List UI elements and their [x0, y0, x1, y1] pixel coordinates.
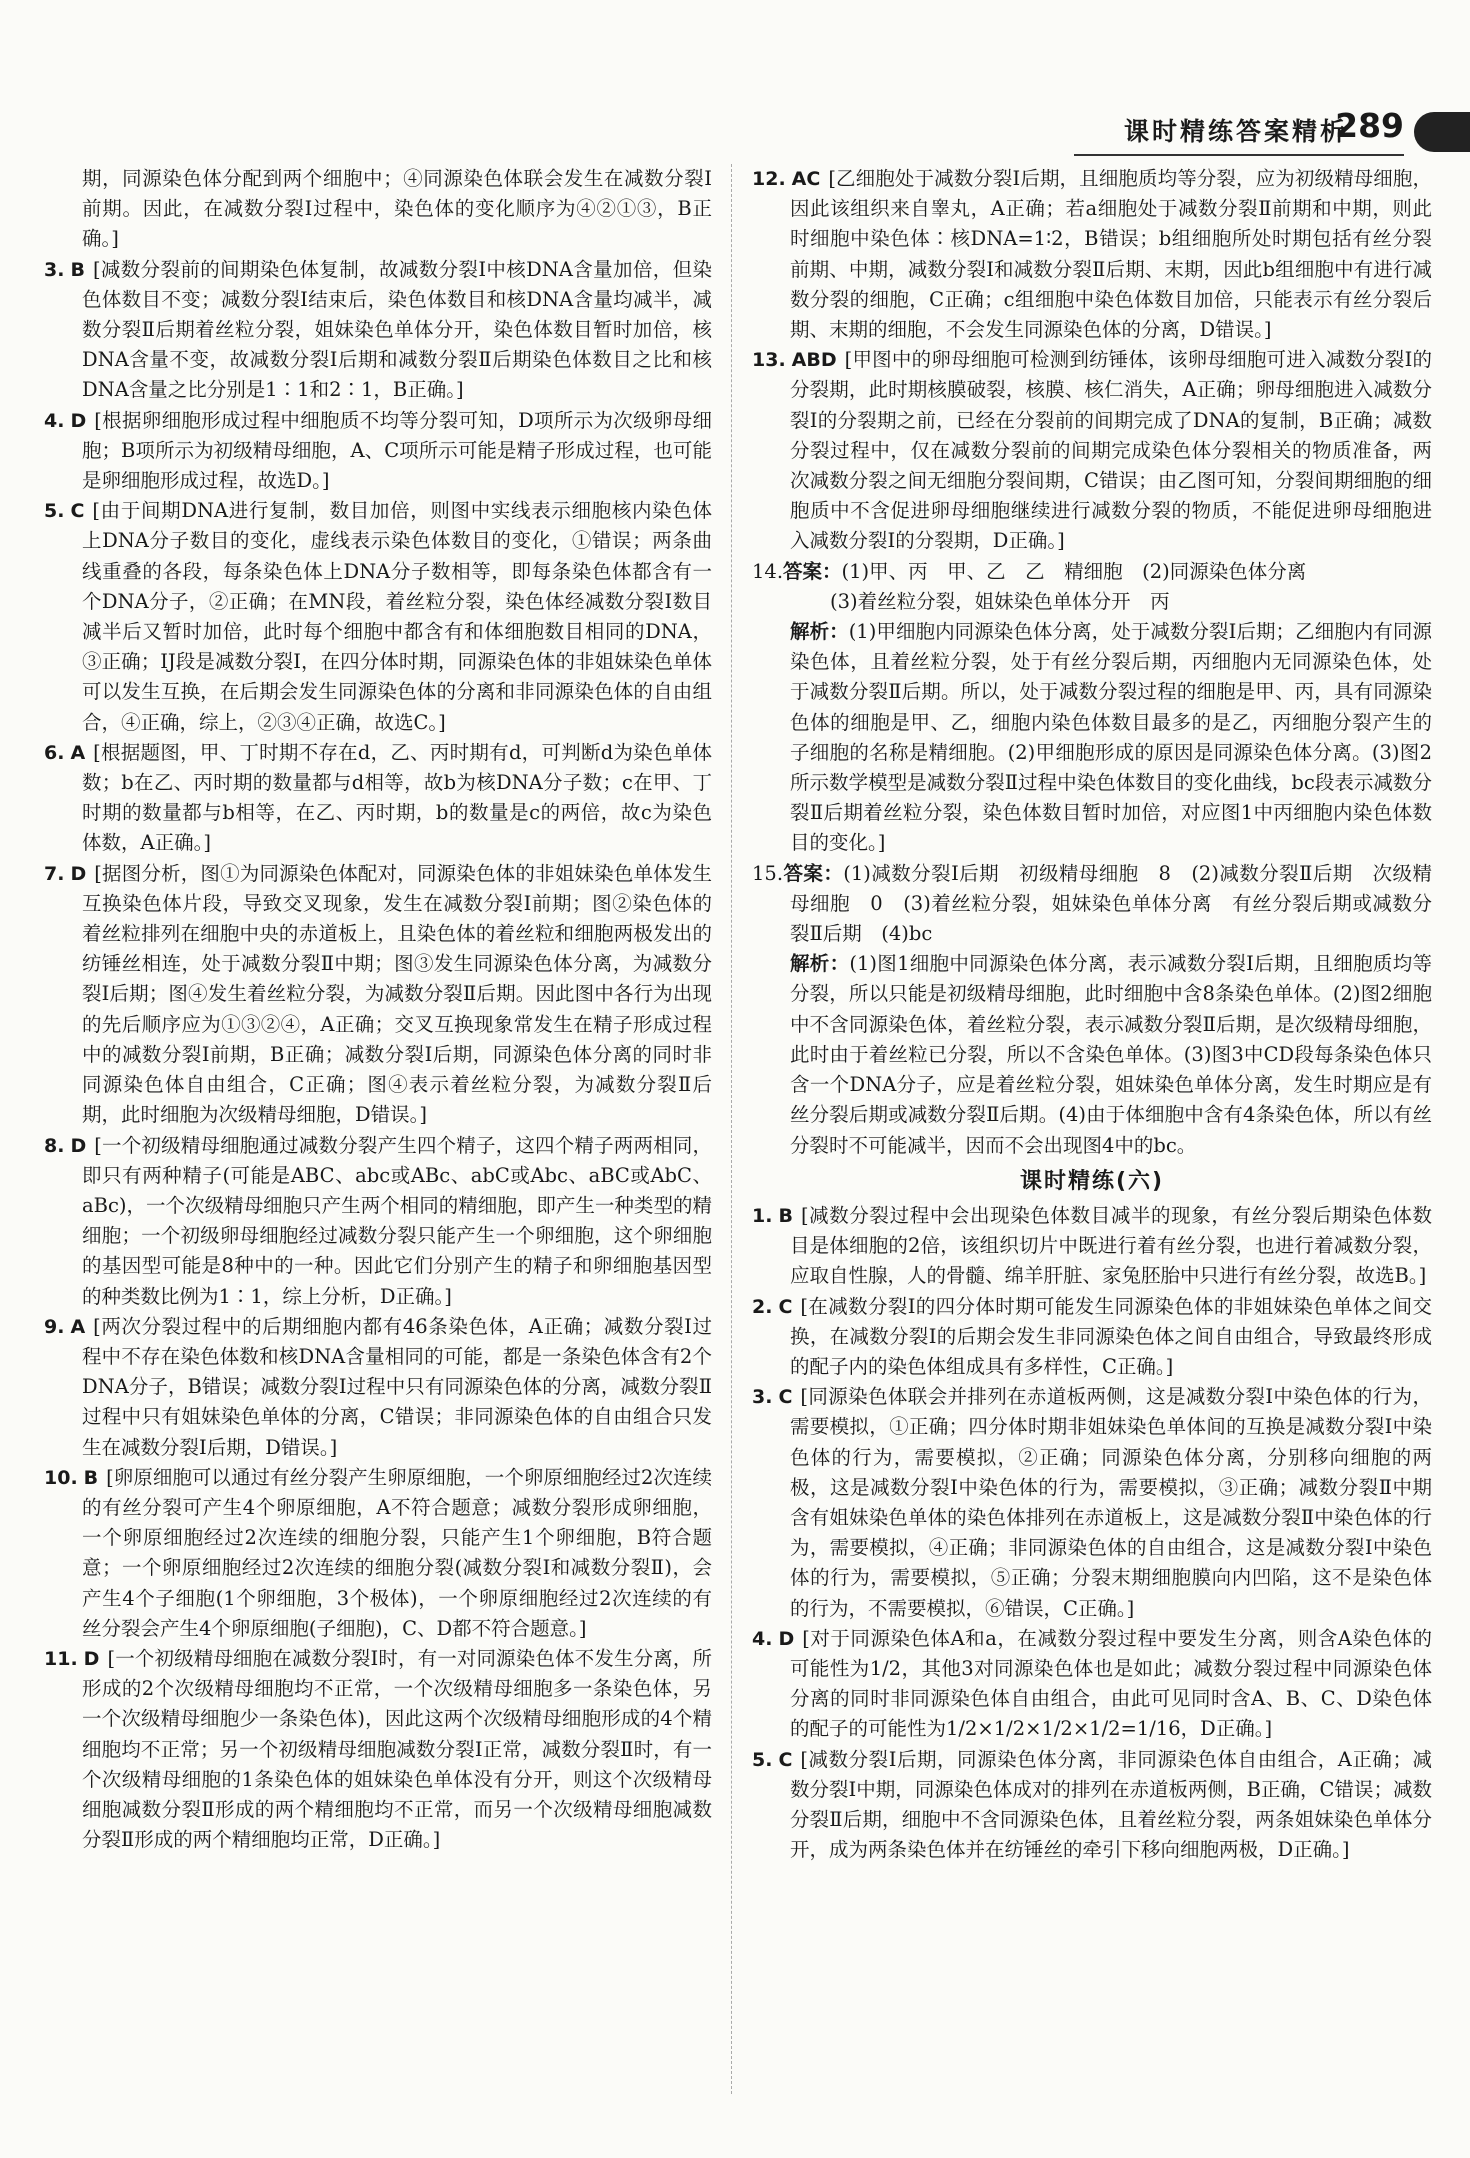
left-column [44, 164, 712, 1855]
answer-item [752, 164, 1432, 345]
answer-letter: D [70, 862, 87, 885]
question-number: 6. [44, 741, 65, 764]
question-number: 4. [44, 409, 65, 432]
answer-letter: AC [791, 168, 821, 190]
header-title: 课时精练答案精析 [1123, 117, 1348, 146]
question-number: 11. [44, 1647, 78, 1670]
answer-item [752, 1382, 1432, 1624]
answer-item [44, 255, 712, 406]
header-rule [1074, 154, 1404, 156]
question-number: 14. [752, 559, 784, 583]
column-divider [731, 164, 732, 2094]
explanation-text: [乙细胞处于减数分裂Ⅰ后期，且细胞质均等分裂，应为初级精母细胞，因此该组织来自睾丸，A正确；若a细胞处于减数分裂Ⅱ前期和中期，则此时细胞中染色体∶核DNA=1∶2，B错误；b组细胞所处时期包括有丝分裂前期、中期，减数分裂Ⅰ和减数分裂Ⅱ后期、末期，因此b组细胞中有进行减数分裂的细胞，C正确；c组细胞中染色体数目加倍，只能表示有丝分裂后期、末期的细胞，不会发生同源染色体的分离，D错误。] [790, 167, 1432, 342]
explanation-text: [卵原细胞可以通过有丝分裂产生卵原细胞，一个卵原细胞经过2次连续的有丝分裂可产生4个卵原细胞，A不符合题意；减数分裂形成卵细胞，一个卵原细胞经过2次连续的细胞分裂，只能产生1个卵细胞，B符合题意；一个卵原细胞经过2次连续的细胞分裂(减数分裂Ⅰ和减数分裂Ⅱ)，会产生4个子细胞(1个卵细胞，3个极体)，一个卵原细胞经过2次连续的有丝分裂会产生4个卵原细胞(子细胞)，C、D都不符合题意。] [82, 1465, 712, 1640]
explanation-text: [减数分裂过程中会出现染色体数目减半的现象，有丝分裂后期染色体数目是体细胞的2倍，该组织切片中既进行着有丝分裂，也进行着减数分裂，应取自性腺，人的骨髓、绵羊肝脏、家兔胚胎中只进行有丝分裂，故选B。] [790, 1203, 1432, 1288]
section-title: 课时精练(六) [1019, 1168, 1165, 1194]
explanation-text: [根据题图，甲、丁时期不存在d，乙、丙时期有d，可判断d为染色单体数；b在乙、丙时期的数量都与d相等，故b为核DNA分子数；c在甲、丁时期的数量都与b相等，在乙、丙时期，b的数量是c的两倍，故c为染色体数，A正确。] [82, 740, 712, 855]
question-number: 4. [752, 1627, 773, 1650]
explanation-text: [对于同源染色体A和a，在减数分裂过程中要发生分离，则含A染色体的可能性为1/2，其他3对同源染色体也是如此；减数分裂过程中同源染色体分离的同时非同源染色体自由组合，由此可见同时含A、B、C、D染色体的配子的可能性为1/2×1/2×1/2×1/2=1/16，D正确。] [790, 1626, 1432, 1741]
question-number: 13. [752, 349, 786, 372]
answer-item [752, 1292, 1432, 1383]
answer-letter: C [70, 500, 85, 523]
question-number: 10. [44, 1466, 78, 1489]
explanation-text: [在减数分裂Ⅰ的四分体时期可能发生同源染色体的非姐妹染色单体之间交换，在减数分裂Ⅰ的后期会发生非同源染色体之间自由组合，导致最终形成的配子内的染色体组成具有多样性，C正确。] [790, 1294, 1432, 1378]
question-number: 2. [752, 1295, 773, 1318]
question-15 [752, 859, 1432, 1161]
explanation-text: [由于间期DNA进行复制，数目加倍，则图中实线表示细胞核内染色体上DNA分子数目的变化，虚线表示染色体数目的变化，①错误；两条曲线重叠的各段，每条染色体上DNA分子数相等，即每条染色体都含有一个DNA分子，②正确；在MN段，着丝粒分裂，染色体经减数分裂Ⅰ数目减半后又暂时加倍，此时每个细胞中都含有和体细胞数目相同的DNA，③正确；IJ段是减数分裂Ⅰ，在四分体时期，同源染色体的非姐妹染色单体可以发生互换，在后期会发生同源染色体的分离和非同源染色体的自由组合，④正确，综上，②③④正确，故选C。] [82, 499, 712, 734]
answer-letter: B [70, 258, 85, 281]
answer-item [752, 345, 1432, 556]
answer-letter: D [70, 1134, 87, 1157]
answer-letter: A [70, 1315, 86, 1338]
answer-letter: C [778, 1386, 793, 1409]
question-number: 12. [752, 168, 786, 190]
answer-item [44, 406, 712, 497]
explanation-text: [据图分析，图①为同源染色体配对，同源染色体的非姐妹染色单体发生互换染色体片段，导致交叉现象，发生在减数分裂Ⅰ前期；图②染色体的着丝粒排列在细胞中央的赤道板上，且染色体的着丝粒和细胞两极发出的纺锤丝相连，处于减数分裂Ⅱ中期；图③发生同源染色体分离，为减数分裂Ⅰ后期；图④发生着丝粒分裂，为减数分裂Ⅱ后期。因此图中各行为出现的先后顺序应为①③②④，A正确；交叉互换现象常发生在精子形成过程中的减数分裂Ⅰ前期，B正确；减数分裂Ⅰ后期，同源染色体分离的同时非同源染色体自由组合，C正确；图④表示着丝粒分裂，为减数分裂Ⅱ后期，此时细胞为次级精母细胞，D错误。] [82, 861, 712, 1127]
answer-item [44, 1463, 712, 1644]
page-header [1040, 104, 1470, 152]
answer-letter: A [70, 741, 86, 764]
answer-letter: B [83, 1466, 99, 1489]
analysis-label: 解析： [790, 952, 850, 976]
answer-item [44, 859, 712, 1131]
analysis-text: (1)图1细胞中同源染色体分离，表示减数分裂Ⅰ后期，且细胞质均等分裂，所以只能是初级精母细胞，此时细胞中含8条染色单体。(2)图2细胞中不含同源染色体，着丝粒分裂，表示减数分裂Ⅱ后期，是次级精母细胞，此时由于着丝粒已分裂，所以不含染色单体。(3)图3中CD段每条染色体只含一个DNA分子，应是着丝粒分裂，姐妹染色单体分离，发生时期应是有丝分裂后期或减数分裂Ⅱ后期。(4)由于体细胞中含有4条染色体，所以有丝分裂时不可能减半，因而不会出现图4中的bc。 [790, 952, 1432, 1157]
question-number: 9. [44, 1315, 65, 1338]
answer-letter: D [778, 1627, 795, 1650]
answer-text: (1)减数分裂Ⅰ后期 初级精母细胞 8 (2)减数分裂Ⅱ后期 次级精母细胞 0 (3)着丝粒分裂，姐妹染色单体分离 有丝分裂后期或减数分裂Ⅱ后期 (4)bc [790, 861, 1432, 946]
explanation-text: [根据卵细胞形成过程中细胞质不均等分裂可知，D项所示为次级卵母细胞；B项所示为初级精母细胞，A、C项所示可能是精子形成过程，也可能是卵细胞形成过程，故选D。] [82, 408, 712, 493]
explanation-text: [同源染色体联会并排列在赤道板两侧，这是减数分裂Ⅰ中染色体的行为，需要模拟，①正确；四分体时期非姐妹染色单体间的互换是减数分裂Ⅰ中染色体的行为，需要模拟，②正确；同源染色体分离，分别移向细胞的两极，这是减数分裂Ⅰ中染色体的行为，需要模拟，③正确；减数分裂Ⅱ中期含有姐妹染色单体的染色体排列在赤道板上，这是减数分裂Ⅱ中染色体的行为，需要模拟，④正确；非同源染色体的自由组合，这是减数分裂Ⅰ中染色体的行为，需要模拟，⑤正确；分裂末期细胞膜向内凹陷，这不是染色体的行为，不需要模拟，⑥错误，C正确。] [790, 1385, 1432, 1620]
question-number: 7. [44, 862, 65, 885]
question-number: 3. [752, 1386, 773, 1409]
analysis-label: 解析： [790, 620, 849, 644]
continued-text: 期，同源染色体分配到两个细胞中；④同源染色体联会发生在减数分裂Ⅰ前期。因此，在减数分裂Ⅰ过程中，染色体的变化顺序为④②①③，B正确。] [82, 167, 712, 251]
answer-letter: D [83, 1647, 100, 1670]
explanation-text: [减数分裂前的间期染色体复制，故减数分裂Ⅰ中核DNA含量加倍，但染色体数目不变；减数分裂Ⅰ结束后，染色体数目和核DNA含量均减半，减数分裂Ⅱ后期着丝粒分裂，姐妹染色单体分开，染色体数目暂时加倍，核DNA含量不变，故减数分裂Ⅰ后期和减数分裂Ⅱ后期染色体数目之比和核DNA含量之比分别是1∶1和2∶1，B正确。] [82, 257, 712, 402]
answer-line-1: (1)甲、丙 甲、乙 乙 精细胞 (2)同源染色体分离 [841, 559, 1307, 583]
page-number: 289 [1335, 106, 1404, 145]
answer-item [752, 1745, 1432, 1866]
explanation-text: [甲图中的卵母细胞可检测到纺锤体，该卵母细胞可进入减数分裂Ⅰ的分裂期，此时期核膜破裂，核膜、核仁消失，A正确；卵母细胞进入减数分裂Ⅰ的分裂期之前，已经在分裂前的间期完成了DNA的复制，B正确；减数分裂过程中，仅在减数分裂前的间期完成染色体分裂相关的物质准备，两次减数分裂之间无细胞分裂间期，C错误；由乙图可知，分裂间期细胞的细胞质中不含促进卵母细胞继续进行减数分裂的物质，不能促进卵母细胞进入减数分裂Ⅰ的分裂期，D正确。] [790, 348, 1432, 553]
answer-item [44, 496, 712, 738]
question-14 [752, 557, 1432, 859]
answer-letter: B [778, 1204, 793, 1227]
answer-label: 答案： [783, 559, 842, 583]
answer-item [44, 738, 712, 859]
right-column [752, 164, 1432, 1865]
analysis-text: (1)甲细胞内同源染色体分离，处于减数分裂Ⅰ后期；乙细胞内有同源染色体，且着丝粒分裂，处于有丝分裂后期，丙细胞内无同源染色体，处于减数分裂Ⅱ后期。所以，处于减数分裂过程的细胞是甲、丙，具有同源染色体的细胞是甲、乙，细胞内染色体数目最多的是乙，丙细胞分裂产生的子细胞的名称是精细胞。(2)甲细胞形成的原因是同源染色体分离。(3)图2所示数学模型是减数分裂Ⅱ过程中染色体数目的变化曲线，bc段表示减数分裂Ⅱ后期着丝粒分裂，染色体数目暂时加倍，对应图1中丙细胞内染色体数目的变化。] [790, 620, 1432, 855]
question-number: 5. [44, 500, 65, 523]
explanation-text: [一个初级精母细胞通过减数分裂产生四个精子，这四个精子两两相同，即只有两种精子(可能是ABC、abc或ABc、abC或Abc、aBC或AbC、aBc)，一个次级精母细胞只产生两个相同的精细胞，即产生一种类型的精细胞；一个初级卵母细胞经过减数分裂只能产生一个卵细胞，这个卵细胞的基因型可能是8种中的一种。因此它们分别产生的精子和卵细胞基因型的种类数比例为1∶1，综上分析，D正确。] [82, 1133, 712, 1308]
answer-letter: C [778, 1295, 793, 1318]
answer-item [752, 1201, 1432, 1292]
answer-letter: C [778, 1748, 793, 1771]
answer-item [752, 1624, 1432, 1745]
explanation-text: [两次分裂过程中的后期细胞内都有46条染色体，A正确；减数分裂Ⅰ过程中不存在染色体数和核DNA含量相同的可能，都是一条染色体含有2个DNA分子，B错误；减数分裂Ⅰ过程中只有同源染色体的分离，减数分裂Ⅱ过程中只有姐妹染色单体的分离，C错误；非同源染色体的自由组合只发生在减数分裂Ⅰ后期，D错误。] [82, 1314, 712, 1459]
explanation-text: [减数分裂Ⅰ后期，同源染色体分离，非同源染色体自由组合，A正确；减数分裂Ⅰ中期，同源染色体成对的排列在赤道板两侧，B正确，C错误；减数分裂Ⅱ后期，细胞中不含同源染色体，且着丝粒分裂，两条姐妹染色单体分开，成为两条染色体并在纺锤丝的牵引下移向细胞两极，D正确。] [790, 1747, 1432, 1862]
explanation-text: [一个初级精母细胞在减数分裂Ⅰ时，有一对同源染色体不发生分离，所形成的2个次级精母细胞均不正常，一个次级精母细胞多一条染色体，另一个次级精母细胞少一条染色体)，因此这两个次级精母细胞形成的4个精细胞均不正常；另一个初级精母细胞减数分裂Ⅰ正常，减数分裂Ⅱ时，有一个次级精母细胞的1条染色体的姐妹染色单体没有分开，则这个次级精母细胞减数分裂Ⅱ形成的两个精细胞均不正常，而另一个次级精母细胞减数分裂Ⅱ形成的两个精细胞均正常，D正确。] [82, 1646, 712, 1852]
question-number: 3. [44, 258, 65, 281]
question-number: 15. [752, 861, 784, 885]
question-number: 1. [752, 1204, 773, 1227]
question-number: 8. [44, 1134, 65, 1157]
header-tab-decoration [1414, 112, 1470, 152]
answer-letter: D [70, 409, 87, 432]
answer-label: 答案： [783, 861, 844, 885]
answer-item [44, 1644, 712, 1855]
question-number: 5. [752, 1748, 773, 1771]
answer-letter: ABD [791, 349, 837, 372]
answer-line-2: (3)着丝粒分裂，姐妹染色单体分开 丙 [830, 589, 1170, 613]
